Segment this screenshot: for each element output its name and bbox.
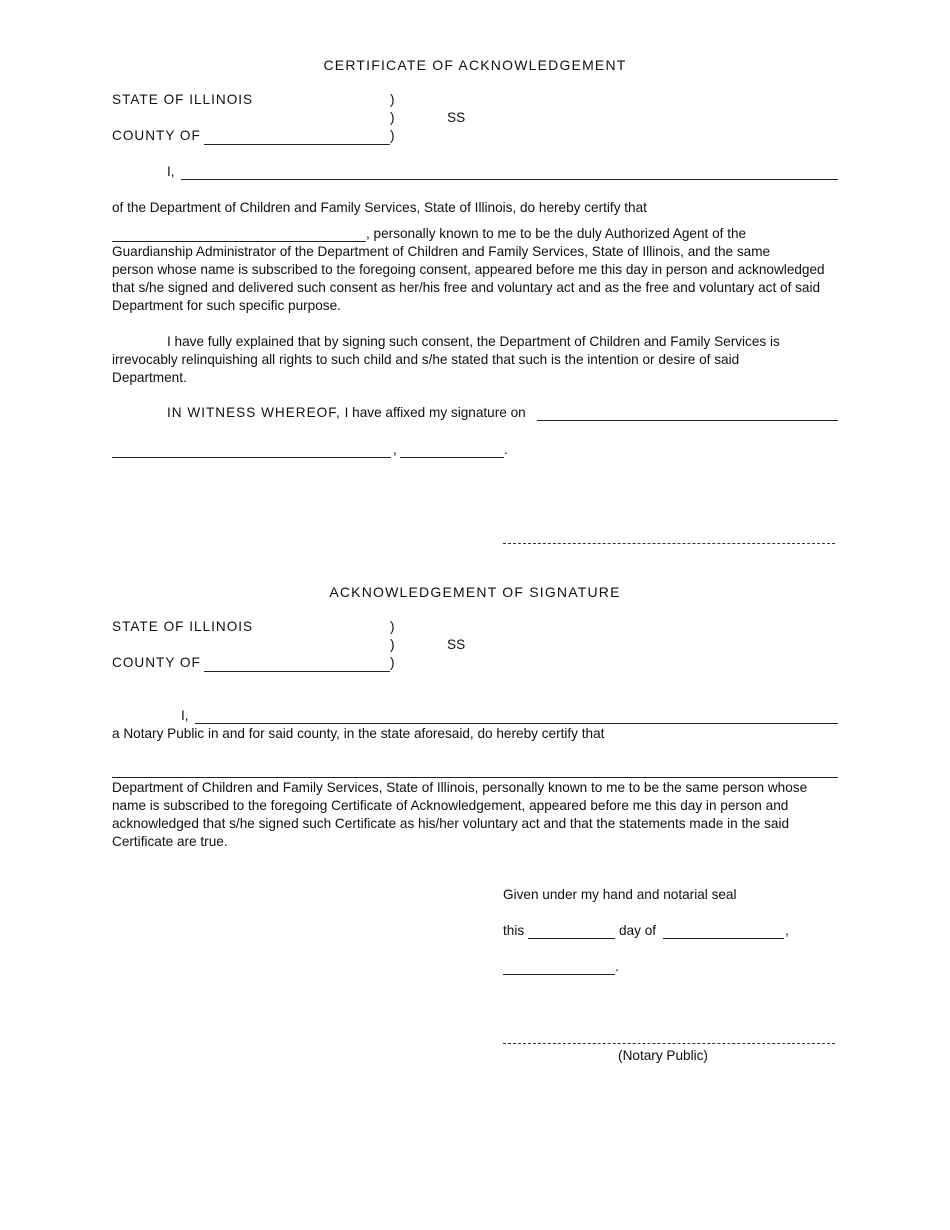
paragraph-line: I have fully explained that by signing such consent, the Department of Children and Family Services is (167, 334, 780, 349)
given-label: Given under my hand and notarial seal (503, 887, 737, 902)
comma: , (393, 442, 397, 457)
acknowledgement-paragraph (112, 779, 838, 851)
certificate-title: CERTIFICATE OF ACKNOWLEDGEMENT (323, 57, 627, 73)
paragraph-line: Certificate are true. (112, 834, 228, 849)
i-label: I, (181, 708, 189, 723)
period: . (615, 959, 619, 974)
paragraph-line: acknowledged that s/he signed such Certificate as his/her voluntary act and that the statements made in the said (112, 816, 790, 831)
date-year-field[interactable] (400, 440, 504, 458)
paragraph-line: Department. (112, 370, 187, 385)
comma: , (785, 923, 789, 938)
notary-signature-line[interactable] (503, 1043, 835, 1044)
acknowledgement-title: ACKNOWLEDGEMENT OF SIGNATURE (329, 584, 621, 600)
day-of-label: day of (619, 923, 657, 938)
date-month-day-field[interactable] (112, 440, 391, 458)
paren: ) (390, 110, 395, 125)
paragraph-line: person whose name is subscribed to the foregoing consent, appeared before me this day in person and acknowledged (112, 262, 825, 277)
county-field[interactable] (204, 127, 390, 145)
period: . (504, 442, 508, 457)
dept-certify-text: of the Department of Children and Family Services, State of Illinois, do hereby certify that (112, 200, 647, 215)
notary-caption: (Notary Public) (618, 1048, 708, 1063)
state-label: STATE OF ILLINOIS (112, 92, 254, 107)
notary-name-field[interactable] (195, 706, 838, 724)
paragraph-line: Guardianship Administrator of the Department of Children and Family Services, State of Illinois, and the same (112, 244, 771, 259)
ss-label: SS (447, 110, 466, 125)
notary-certify-text: a Notary Public in and for said county, in the state aforesaid, do hereby certify that (112, 726, 605, 741)
paren: ) (390, 637, 395, 652)
paren: ) (390, 619, 395, 634)
agent-name-field[interactable] (112, 760, 838, 778)
county-label: COUNTY OF (112, 655, 201, 670)
signature-line[interactable] (503, 543, 835, 544)
i-label: I, (167, 164, 175, 179)
county-field[interactable] (204, 654, 390, 672)
paragraph-line: irrevocably relinquishing all rights to such child and s/he stated that such is the intention or desire of said (112, 352, 740, 367)
paren: ) (390, 92, 395, 107)
paragraph-line: name is subscribed to the foregoing Certificate of Acknowledgement, appeared before me this day in person and (112, 798, 789, 813)
year-field[interactable] (503, 957, 615, 975)
paragraph-line: Department of Children and Family Services, State of Illinois, personally known to me to be the same person whose (112, 780, 808, 795)
witness-rest: I have affixed my signature on (340, 405, 526, 420)
paragraph-line: Department for such specific purpose. (112, 298, 341, 313)
signature-date-field[interactable] (537, 403, 838, 421)
this-label: this (503, 923, 525, 938)
paren: ) (390, 128, 395, 143)
day-field[interactable] (528, 921, 615, 939)
witness-text (167, 404, 526, 422)
certifier-name-field[interactable] (181, 162, 838, 180)
paragraph-line: that s/he signed and delivered such consent as her/his free and voluntary act and as the free and voluntary act of said (112, 280, 821, 295)
explained-paragraph (112, 333, 838, 387)
state-label: STATE OF ILLINOIS (112, 619, 254, 634)
paragraph-line: , personally known to me to be the duly Authorized Agent of the (366, 226, 747, 241)
county-label: COUNTY OF (112, 128, 201, 143)
paren: ) (390, 655, 395, 670)
witness-caps: IN WITNESS WHEREOF, (167, 405, 341, 420)
ss-label: SS (447, 637, 466, 652)
known-paragraph (112, 225, 838, 315)
month-field[interactable] (663, 921, 784, 939)
